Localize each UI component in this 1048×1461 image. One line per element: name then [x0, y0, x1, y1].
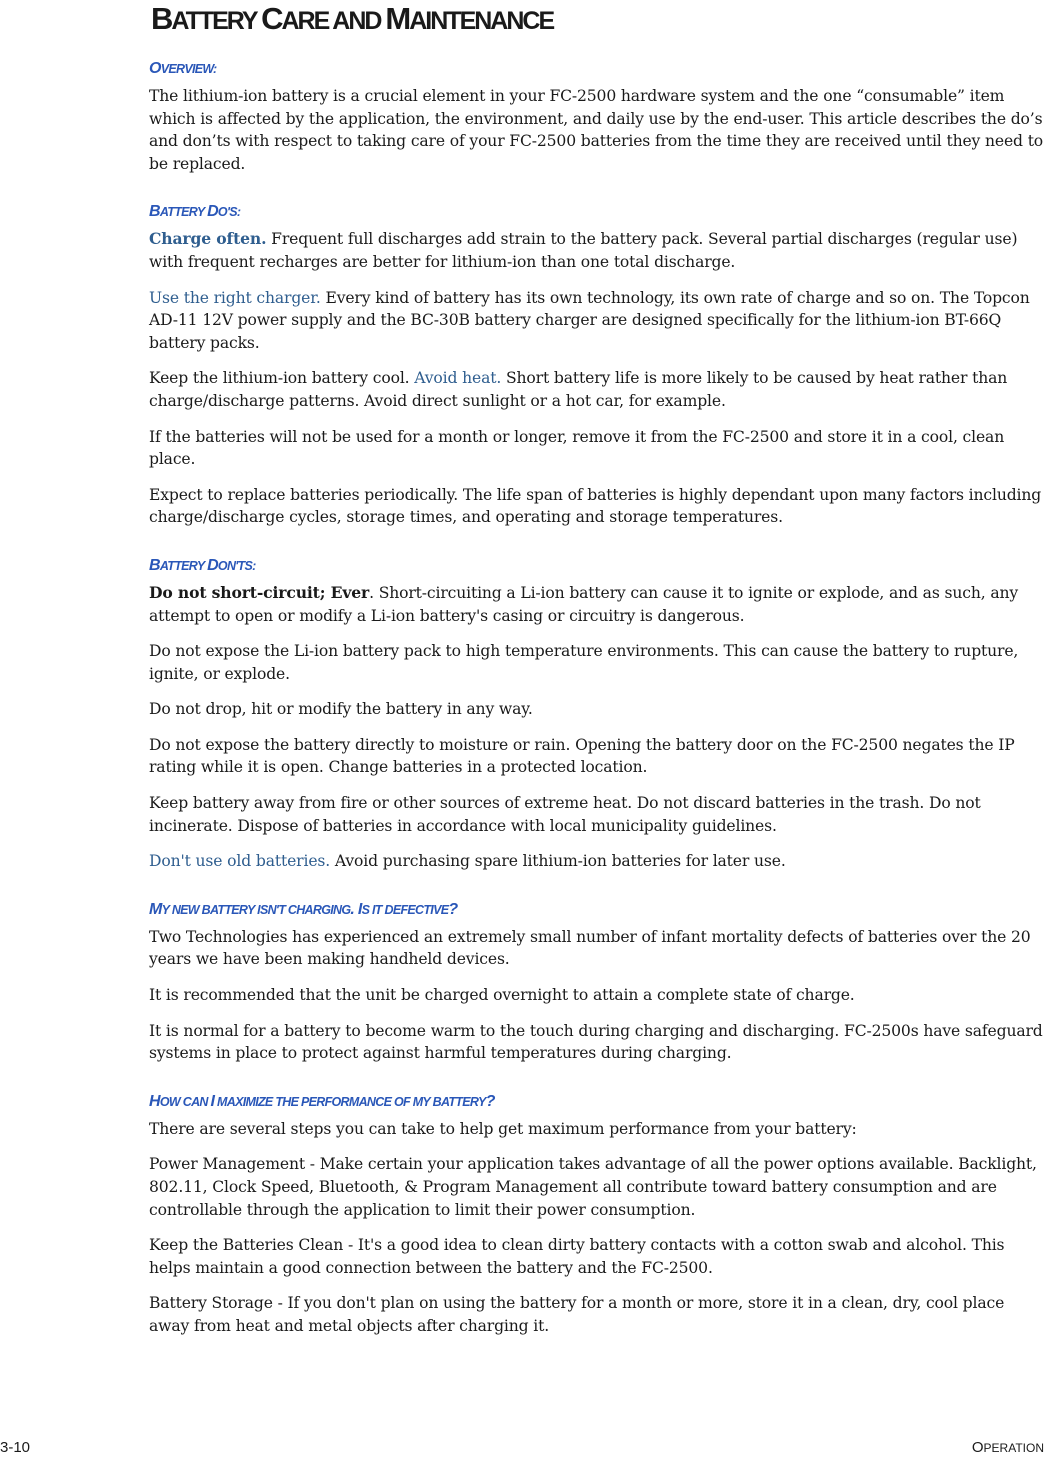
charging-paragraph: It is normal for a battery to become warm to the touch during charging and discharging. FC-2500s have safeguard systems in place to protect against harmful temperatures during charging. [149, 1021, 1043, 1063]
donts-item-moisture: Do not expose the battery directly to moisture or rain. Opening the battery door on the FC-2500 negates the IP rating while it is open. Change batteries in a protected location. [149, 735, 1015, 777]
dos-item-avoid-heat: Keep the lithium-ion battery cool. Avoid heat. Short battery life is more likely to be caused by heat rather than charge/discharge patterns. Avoid direct sunlight or a hot car, for example. [149, 369, 1008, 410]
not-charging-heading: MY NEW BATTERY ISN'T CHARGING. IS IT DEFECTIVE? [149, 900, 458, 918]
donts-item-drop: Do not drop, hit or modify the battery in any way. [149, 700, 533, 719]
page-number: 3-10 [0, 1439, 31, 1456]
dos-item-storage: If the batteries will not be used for a month or longer, remove it from the FC-2500 and store it in a cool, clean place. [149, 427, 1005, 469]
donts-item-short-circuit: Do not short-circuit; Ever. Short-circuiting a Li-ion battery can cause it to ignite or explode, and as such, any attempt to open or modify a Li-ion battery's casing or circuitry is dangerous. [149, 582, 1019, 625]
dos-item-replace: Expect to replace batteries periodically. The life span of batteries is highly dependant upon many factors including charge/discharge cycles, storage times, and operating and storage temperatures. [149, 485, 1042, 527]
overview-paragraph: The lithium-ion battery is a crucial element in your FC-2500 hardware system and the one “consumable” item which is affected by the application, the environment, and daily use by the end-user. This article describes the do’s and don’ts with respect to taking care of your FC-2500 batteries from the time they are received until they need to be replaced. [149, 87, 1044, 173]
dos-item-charge-often: Charge often. Frequent full discharges add strain to the battery pack. Several partial discharges (regular use) with frequent recharges are better for lithium-ion than one total discharge. [149, 229, 1018, 271]
overview-heading: OVERVIEW: [149, 60, 217, 77]
donts-item-high-temp: Do not expose the Li-ion battery pack to high temperature environments. This can cause the battery to rupture, ignite, or explode. [149, 642, 1019, 683]
page-title: BATTERY CARE AND MAINTENANCE [151, 1, 554, 36]
charging-paragraph: It is recommended that the unit be charged overnight to attain a complete state of charge. [149, 986, 855, 1005]
performance-paragraph: There are several steps you can take to help get maximum performance from your battery: [149, 1119, 857, 1138]
dos-item-right-charger: Use the right charger. Every kind of battery has its own technology, its own rate of charge and so on. The Topcon AD-11 12V power supply and the BC-30B battery charger are designed specifically for the lithium-ion BT-66Q battery packs. [149, 288, 1030, 352]
page-content [149, 0, 1048, 1338]
performance-heading: HOW CAN I MAXIMIZE THE PERFORMANCE OF MY BATTERY? [149, 1092, 495, 1110]
donts-item-old-batteries: Don't use old batteries. Avoid purchasing spare lithium-ion batteries for later use. [149, 852, 786, 871]
battery-donts-heading: BATTERY DON'TS: [149, 556, 256, 574]
donts-item-fire: Keep battery away from fire or other sources of extreme heat. Do not discard batteries in the trash. Do not incinerate. Dispose of batteries in accordance with local municipality guidelines. [149, 794, 981, 835]
section-name: OPERATION [971, 1439, 1044, 1456]
battery-dos-heading: BATTERY DO'S: [149, 203, 241, 221]
performance-paragraph: Keep the Batteries Clean - It's a good idea to clean dirty battery contacts with a cotton swab and alcohol. This helps maintain a good connection between the battery and the FC-2500. [149, 1236, 1005, 1277]
performance-paragraph: Battery Storage - If you don't plan on using the battery for a month or more, store it in a clean, dry, cool place away from heat and metal objects after charging it. [149, 1294, 1005, 1335]
performance-paragraph: Power Management - Make certain your application takes advantage of all the power options available. Backlight, 802.11, Clock Speed, Bluetooth, & Program Management all contribute toward battery consumption and are controllable through the application to limit their power consumption. [149, 1155, 1037, 1219]
charging-paragraph: Two Technologies has experienced an extremely small number of infant mortality defects of batteries over the 20 years we have been making handheld devices. [149, 927, 1031, 969]
